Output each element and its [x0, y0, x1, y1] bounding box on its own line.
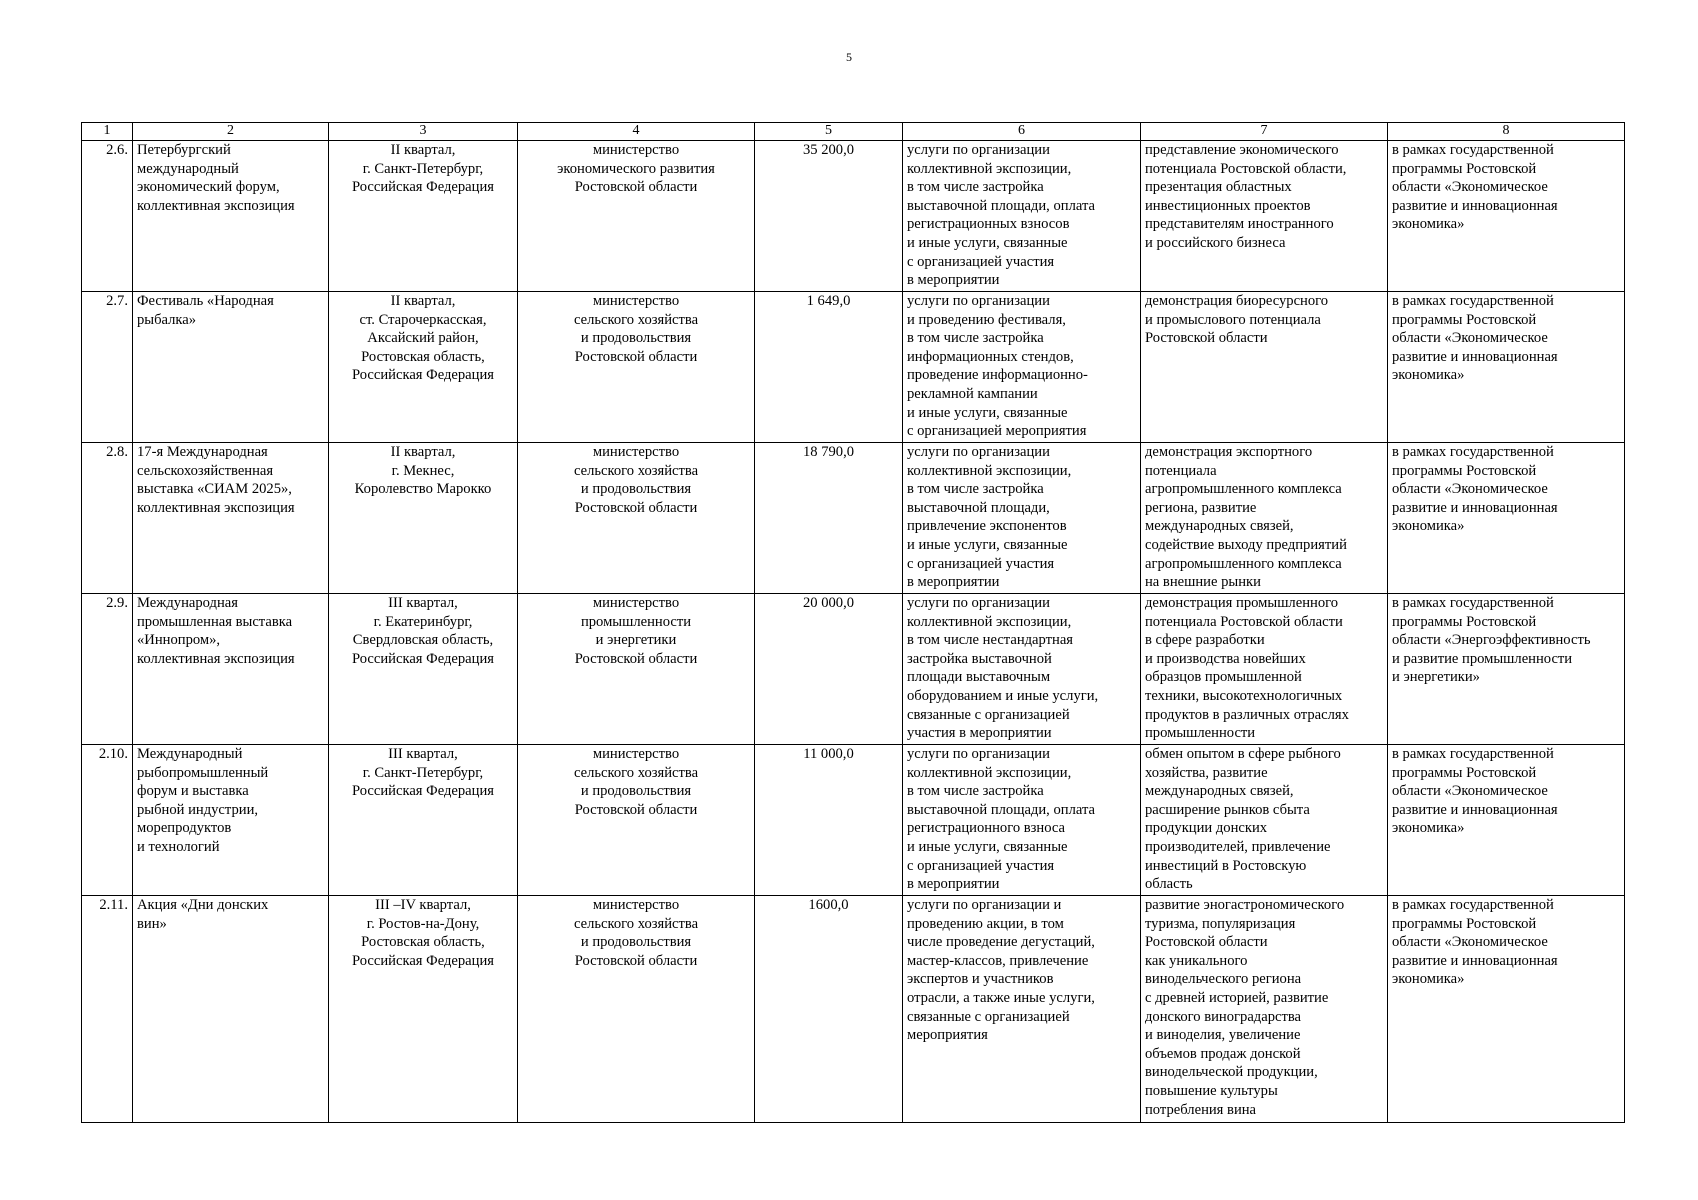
- event-services: услуги по организации и проведению акции, в том числе проведение дегустаций, мастер-классов, привлечение экспертов и участников отрасли, а также иные услуги, связанные с организацией мероприятия: [903, 896, 1141, 1123]
- event-name: 17-я Международная сельскохозяйственная выставка «СИАМ 2025», коллективная экспозиция: [133, 443, 329, 594]
- table-row: [82, 443, 1625, 594]
- column-number-row: [82, 123, 1625, 141]
- event-name: Фестиваль «Народная рыбалка»: [133, 292, 329, 443]
- column-header: 2: [133, 123, 329, 141]
- row-number: 2.7.: [82, 292, 133, 443]
- column-header: 8: [1388, 123, 1625, 141]
- event-result: развитие эногастрономического туризма, популяризация Ростовской области как уникального винодельческого региона с древней историей, развитие донского виноградарства и виноделия, увеличение объемов продаж донской винодельческой продукции, повышение культуры потребления вина: [1141, 896, 1388, 1123]
- event-result: демонстрация биоресурсного и промыслового потенциала Ростовской области: [1141, 292, 1388, 443]
- event-sum: 1 649,0: [755, 292, 903, 443]
- event-executor: министерство сельского хозяйства и продовольствия Ростовской области: [518, 896, 755, 1123]
- event-executor: министерство экономического развития Ростовской области: [518, 141, 755, 292]
- column-header: 7: [1141, 123, 1388, 141]
- event-time-place: II квартал, г. Санкт-Петербург, Российская Федерация: [329, 141, 518, 292]
- row-number: 2.11.: [82, 896, 133, 1123]
- event-funding-source: в рамках государственной программы Ростовской области «Энергоэффективность и развитие промышленности и энергетики»: [1388, 594, 1625, 745]
- column-header: 5: [755, 123, 903, 141]
- event-sum: 35 200,0: [755, 141, 903, 292]
- event-name: Международная промышленная выставка «Иннопром», коллективная экспозиция: [133, 594, 329, 745]
- row-number: 2.9.: [82, 594, 133, 745]
- event-executor: министерство сельского хозяйства и продовольствия Ростовской области: [518, 745, 755, 896]
- events-table: [81, 122, 1625, 1123]
- event-time-place: II квартал, ст. Старочеркасская, Аксайский район, Ростовская область, Российская Федерация: [329, 292, 518, 443]
- table-row: [82, 745, 1625, 896]
- event-sum: 20 000,0: [755, 594, 903, 745]
- event-time-place: III квартал, г. Екатеринбург, Свердловская область, Российская Федерация: [329, 594, 518, 745]
- event-time-place: II квартал, г. Мекнес, Королевство Марокко: [329, 443, 518, 594]
- event-funding-source: в рамках государственной программы Ростовской области «Экономическое развитие и инновационная экономика»: [1388, 443, 1625, 594]
- page-number: 5: [846, 50, 852, 64]
- event-sum: 1600,0: [755, 896, 903, 1123]
- column-header: 3: [329, 123, 518, 141]
- row-number: 2.8.: [82, 443, 133, 594]
- event-result: представление экономического потенциала Ростовской области, презентация областных инвестиционных проектов представителям иностранного и российского бизнеса: [1141, 141, 1388, 292]
- row-number: 2.10.: [82, 745, 133, 896]
- event-executor: министерство промышленности и энергетики Ростовской области: [518, 594, 755, 745]
- event-name: Акция «Дни донских вин»: [133, 896, 329, 1123]
- table-row: [82, 141, 1625, 292]
- event-executor: министерство сельского хозяйства и продовольствия Ростовской области: [518, 443, 755, 594]
- event-sum: 11 000,0: [755, 745, 903, 896]
- event-result: демонстрация промышленного потенциала Ростовской области в сфере разработки и производства новейших образцов промышленной техники, высокотехнологичных продуктов в различных отраслях промышленности: [1141, 594, 1388, 745]
- event-time-place: III квартал, г. Санкт-Петербург, Российская Федерация: [329, 745, 518, 896]
- column-header: 1: [82, 123, 133, 141]
- event-executor: министерство сельского хозяйства и продовольствия Ростовской области: [518, 292, 755, 443]
- event-name: Международный рыбопромышленный форум и выставка рыбной индустрии, морепродуктов и технологий: [133, 745, 329, 896]
- event-result: обмен опытом в сфере рыбного хозяйства, развитие международных связей, расширение рынков сбыта продукции донских производителей, привлечение инвестиций в Ростовскую область: [1141, 745, 1388, 896]
- event-funding-source: в рамках государственной программы Ростовской области «Экономическое развитие и инновационная экономика»: [1388, 141, 1625, 292]
- event-result: демонстрация экспортного потенциала агропромышленного комплекса региона, развитие международных связей, содействие выходу предприятий агропромышленного комплекса на внешние рынки: [1141, 443, 1388, 594]
- column-header: 4: [518, 123, 755, 141]
- table-row: [82, 292, 1625, 443]
- event-services: услуги по организации коллективной экспозиции, в том числе нестандартная застройка выставочной площади выставочным оборудованием и иные услуги, связанные с организацией участия в мероприятии: [903, 594, 1141, 745]
- event-name: Петербургский международный экономический форум, коллективная экспозиция: [133, 141, 329, 292]
- event-services: услуги по организации коллективной экспозиции, в том числе застройка выставочной площади, оплата регистрационного взноса и иные услуги, связанные с организацией участия в мероприятии: [903, 745, 1141, 896]
- event-funding-source: в рамках государственной программы Ростовской области «Экономическое развитие и инновационная экономика»: [1388, 745, 1625, 896]
- event-funding-source: в рамках государственной программы Ростовской области «Экономическое развитие и инновационная экономика»: [1388, 292, 1625, 443]
- table-row: [82, 896, 1625, 1123]
- event-services: услуги по организации и проведению фестиваля, в том числе застройка информационных стендов, проведение информационно- рекламной кампании и иные услуги, связанные с организацией мероприятия: [903, 292, 1141, 443]
- event-services: услуги по организации коллективной экспозиции, в том числе застройка выставочной площади, привлечение экспонентов и иные услуги, связанные с организацией участия в мероприятии: [903, 443, 1141, 594]
- event-sum: 18 790,0: [755, 443, 903, 594]
- column-header: 6: [903, 123, 1141, 141]
- table-row: [82, 594, 1625, 745]
- event-time-place: III –IV квартал, г. Ростов-на-Дону, Ростовская область, Российская Федерация: [329, 896, 518, 1123]
- row-number: 2.6.: [82, 141, 133, 292]
- event-funding-source: в рамках государственной программы Ростовской области «Экономическое развитие и инновационная экономика»: [1388, 896, 1625, 1123]
- event-services: услуги по организации коллективной экспозиции, в том числе застройка выставочной площади, оплата регистрационных взносов и иные услуги, связанные с организацией участия в мероприятии: [903, 141, 1141, 292]
